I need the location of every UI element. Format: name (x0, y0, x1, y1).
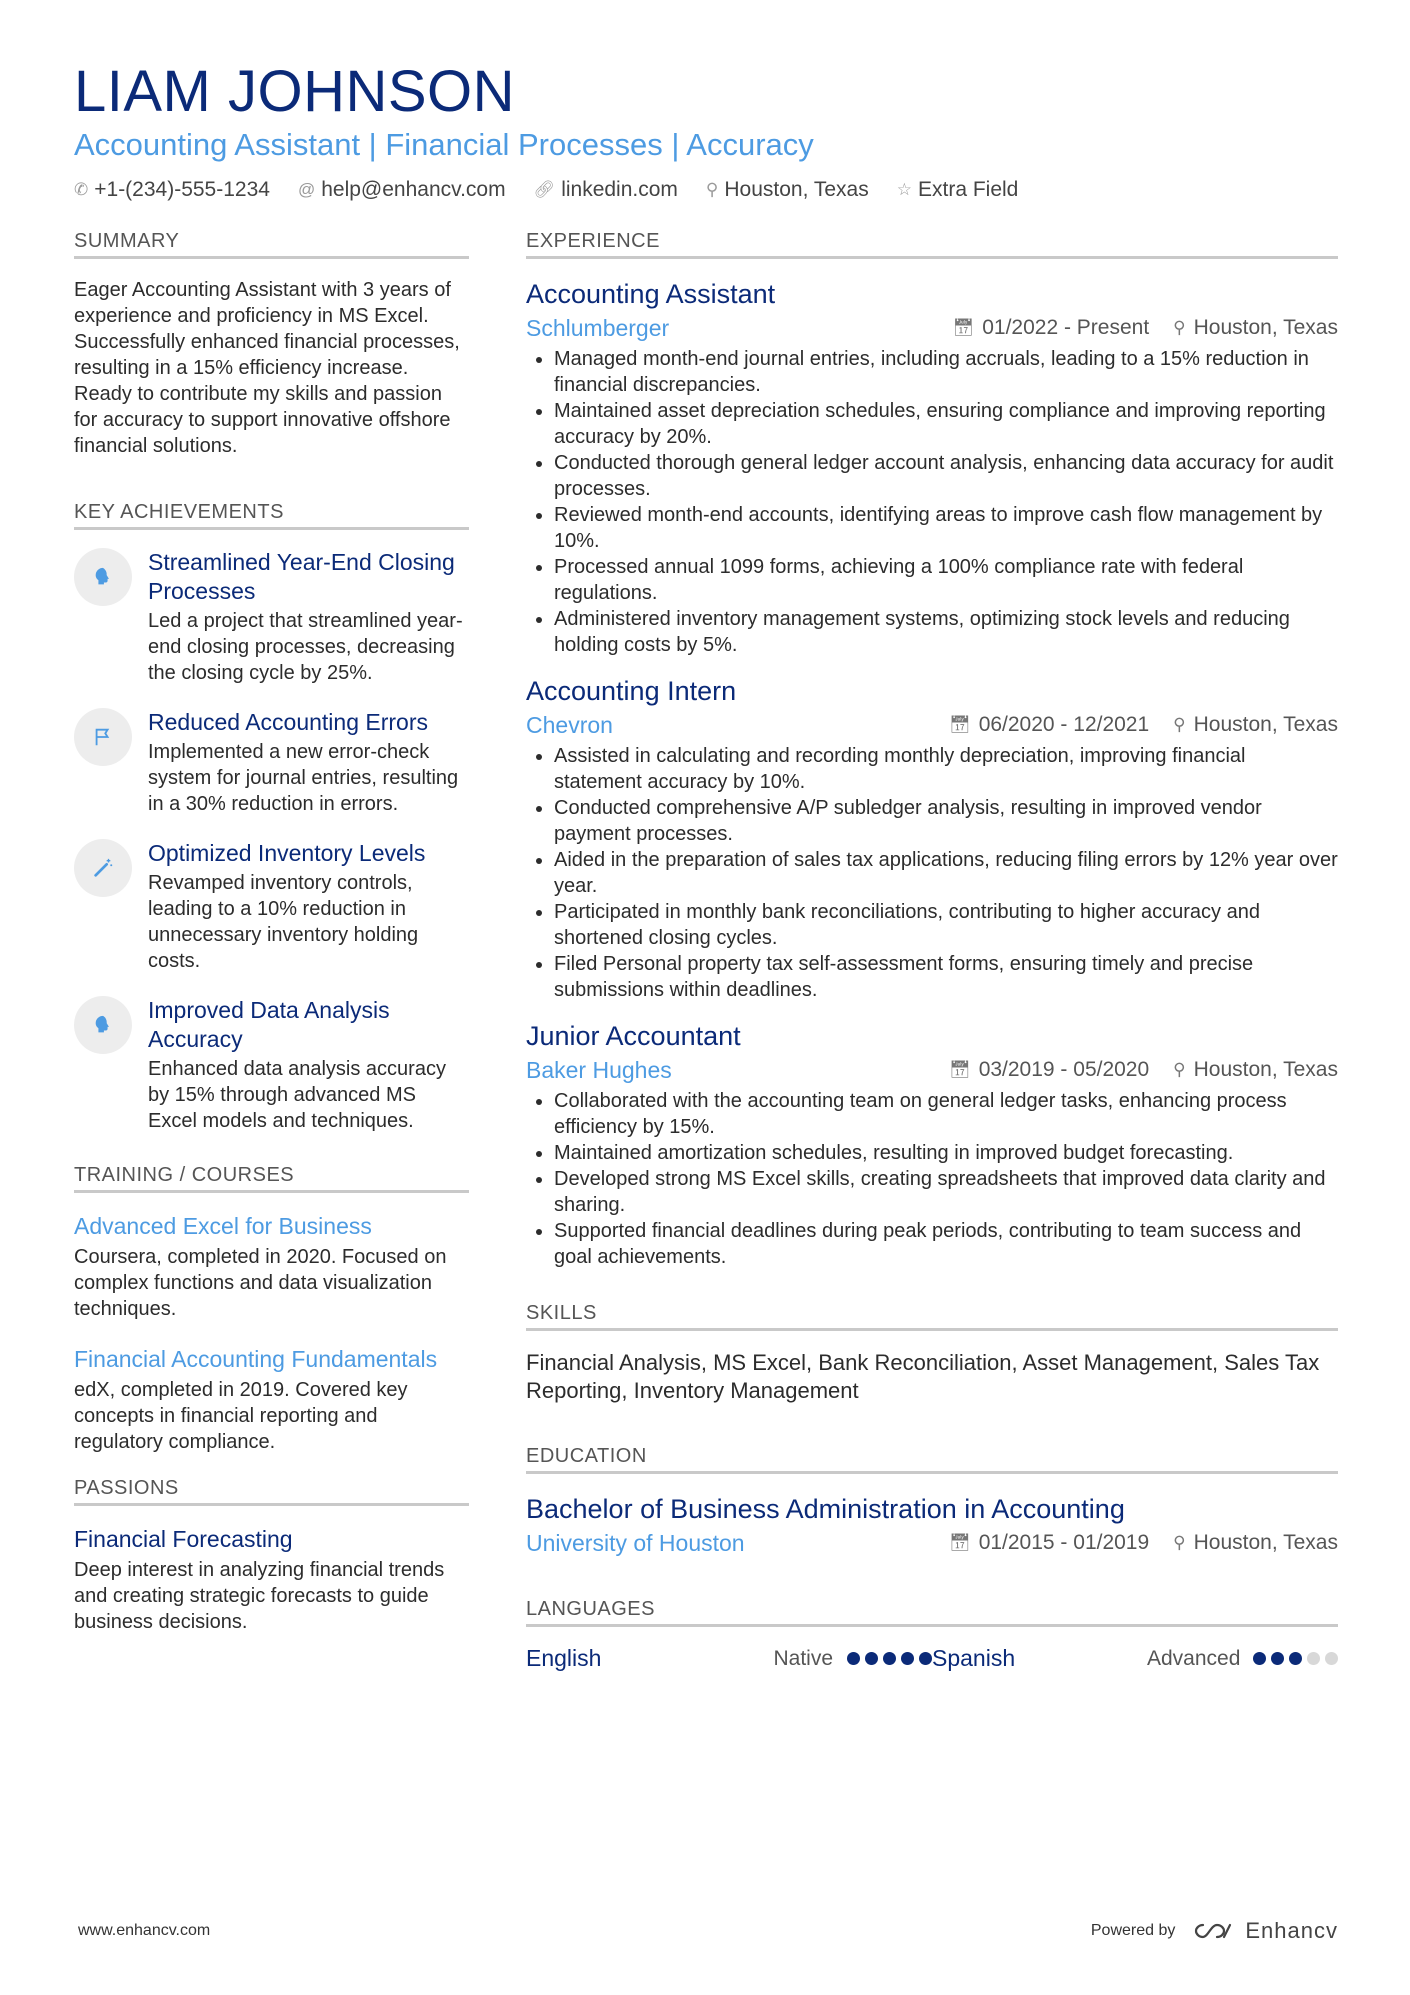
candidate-name: LIAM JOHNSON (74, 59, 516, 124)
job-bullet: • Collaborated with the accounting team on general ledger tasks, enhancing process efficiency by 15%. (554, 1088, 1338, 1140)
job-bullet: • Maintained asset depreciation schedules, ensuring compliance and improving reporting accuracy by 20%. (554, 398, 1338, 450)
location-icon: ⚲ (1173, 318, 1186, 337)
powered-by (1091, 1918, 1338, 1944)
wand-icon (74, 839, 132, 897)
course-desc: Coursera, completed in 2020. Focused on complex functions and data visualization techniques. (74, 1246, 447, 1320)
achievement-desc: Led a project that streamlined year-end closing processes, decreasing the closing cycle by 25%. (148, 610, 463, 684)
passion-title: Financial Forecasting (74, 1526, 293, 1552)
brain-icon (74, 996, 132, 1054)
achievement-desc: Revamped inventory controls, leading to a 10% reduction in unnecessary inventory holding costs. (148, 872, 419, 972)
job-title: Accounting Intern (526, 676, 737, 706)
candidate-headline: Accounting Assistant | Financial Processes | Accuracy (74, 127, 814, 162)
footer-website-link[interactable]: www.enhancv.com (78, 1922, 211, 1939)
job-bullet: • Aided in the preparation of sales tax applications, reducing filing errors by 12% year over year. (554, 847, 1338, 899)
passions-title: PASSIONS (74, 1477, 469, 1506)
summary-title: SUMMARY (74, 230, 469, 259)
training-section (74, 1164, 469, 1455)
job-dates: 03/2019 - 05/2020 (978, 1058, 1150, 1081)
job-meta (526, 1055, 1338, 1085)
job-entry (526, 674, 1338, 1003)
powered-by-label: Powered by (1090, 1922, 1176, 1939)
experience-section (526, 230, 1338, 1270)
at-icon: @ (297, 180, 316, 199)
rating-dot-empty (1325, 1652, 1338, 1665)
language-name: Spanish (932, 1645, 1016, 1671)
language-level: Native (773, 1646, 833, 1670)
achievement-item (74, 996, 469, 1134)
skills-list: Financial Analysis, MS Excel, Bank Reconciliation, Asset Management, Sales Tax Reporting, Inventory Management (526, 1350, 1320, 1403)
contact-bar (74, 178, 1338, 202)
passion-desc: Deep interest in analyzing financial trends and creating strategic forecasts to guide business decisions. (74, 1559, 445, 1633)
calendar-icon: 📅︎ (949, 1060, 971, 1079)
contact-extra-field: ☆ Extra Field (896, 178, 1019, 201)
achievement-title: Optimized Inventory Levels (148, 840, 426, 866)
job-dates: 01/2022 - Present (982, 316, 1150, 339)
calendar-icon: 📅︎ (949, 715, 971, 734)
languages-section (526, 1598, 1338, 1672)
course-title: Financial Accounting Fundamentals (74, 1346, 438, 1372)
contact-location: ⚲ Houston, Texas (705, 178, 869, 201)
course-item (74, 1344, 469, 1455)
job-bullet: • Conducted thorough general ledger account analysis, enhancing data accuracy for audit processes. (554, 450, 1338, 502)
job-bullets (526, 346, 1338, 658)
achievement-desc: Implemented a new error-check system for journal entries, resulting in a 30% reduction in errors. (148, 741, 459, 815)
language-rating (1253, 1652, 1338, 1665)
languages-row (526, 1645, 1338, 1672)
rating-dot-filled (919, 1652, 932, 1665)
brand-name: Enhancv (1245, 1918, 1338, 1943)
job-bullet: • Supported financial deadlines during peak periods, contributing to team success and goal achievements. (554, 1218, 1338, 1270)
job-location: Houston, Texas (1193, 316, 1338, 339)
job-bullet: • Maintained amortization schedules, resulting in improved budget forecasting. (554, 1140, 1338, 1166)
location-icon: ⚲ (705, 180, 719, 199)
skills-section (526, 1302, 1338, 1405)
job-bullet: • Processed annual 1099 forms, achieving a 100% compliance rate with federal regulations. (554, 554, 1338, 606)
achievement-item (74, 708, 469, 817)
job-title: Junior Accountant (526, 1021, 741, 1051)
job-bullet: • Filed Personal property tax self-assessment forms, ensuring timely and precise submissions within deadlines. (554, 951, 1338, 1003)
job-bullet: • Reviewed month-end accounts, identifying areas to improve cash flow management by 10%. (554, 502, 1338, 554)
link-icon: 🔗︎ (533, 180, 556, 199)
education-dates: 01/2015 - 01/2019 (978, 1531, 1150, 1554)
brand-logo[interactable] (1191, 1918, 1338, 1944)
rating-dot-filled (865, 1652, 878, 1665)
contact-email[interactable]: @ help@enhancv.com (297, 178, 506, 201)
location-icon: ⚲ (1173, 1060, 1186, 1079)
job-bullet: • Managed month-end journal entries, including accruals, leading to a 15% reduction in financial discrepancies. (554, 346, 1338, 398)
achievement-title: Improved Data Analysis Accuracy (148, 997, 390, 1052)
contact-phone[interactable]: ✆ +1-(234)-555-1234 (74, 178, 270, 201)
phone-icon: ✆ (74, 180, 89, 199)
education-section (526, 1445, 1338, 1558)
job-company: Chevron (526, 712, 613, 738)
job-bullets (526, 743, 1338, 1003)
rating-dot-filled (883, 1652, 896, 1665)
left-column (74, 230, 469, 1712)
job-bullet: • Developed strong MS Excel skills, creating spreadsheets that improved data clarity and sharing. (554, 1166, 1338, 1218)
job-bullet: • Participated in monthly bank reconciliations, contributing to higher accuracy and shortened closing cycles. (554, 899, 1338, 951)
rating-dot-empty (1307, 1652, 1320, 1665)
job-title: Accounting Assistant (526, 279, 776, 309)
job-bullet: • Administered inventory management systems, optimizing stock levels and reducing holding costs by 5%. (554, 606, 1338, 658)
brand-infinity-icon (1191, 1919, 1237, 1943)
course-title: Advanced Excel for Business (74, 1213, 372, 1239)
summary-section (74, 230, 469, 459)
rating-dot-filled (1253, 1652, 1266, 1665)
resume-columns (74, 230, 1338, 1712)
rating-dot-filled (1289, 1652, 1302, 1665)
calendar-icon: 📅︎ (949, 1533, 971, 1552)
flag-icon (74, 708, 132, 766)
achievements-title: KEY ACHIEVEMENTS (74, 501, 469, 530)
achievement-item (74, 548, 469, 686)
education-location: Houston, Texas (1193, 1531, 1338, 1554)
rating-dot-filled (847, 1652, 860, 1665)
job-bullets (526, 1088, 1338, 1270)
job-meta (526, 313, 1338, 343)
experience-title: EXPERIENCE (526, 230, 1338, 259)
location-icon: ⚲ (1173, 1533, 1186, 1552)
language-item (526, 1645, 932, 1672)
star-icon: ☆ (896, 180, 912, 199)
job-company: Baker Hughes (526, 1057, 672, 1083)
course-item (74, 1211, 469, 1322)
degree-title: Bachelor of Business Administration in Accounting (526, 1494, 1125, 1524)
achievement-title: Streamlined Year-End Closing Processes (148, 549, 455, 604)
resume-header (74, 60, 1338, 202)
achievements-section (74, 501, 469, 1134)
job-bullet: • Assisted in calculating and recording monthly depreciation, improving financial statement accuracy by 10%. (554, 743, 1338, 795)
location-icon: ⚲ (1173, 715, 1186, 734)
job-meta (526, 710, 1338, 740)
language-item (932, 1645, 1338, 1672)
job-dates: 06/2020 - 12/2021 (978, 713, 1150, 736)
rating-dot-filled (901, 1652, 914, 1665)
languages-title: LANGUAGES (526, 1598, 1338, 1627)
language-name: English (526, 1645, 602, 1671)
skills-title: SKILLS (526, 1302, 1338, 1331)
achievement-item (74, 839, 469, 974)
contact-linkedin[interactable]: 🔗︎ linkedin.com (533, 178, 678, 201)
job-entry (526, 277, 1338, 658)
job-entry (526, 1019, 1338, 1270)
job-location: Houston, Texas (1193, 713, 1338, 736)
job-bullet: • Conducted comprehensive A/P subledger analysis, resulting in improved vendor payment processes. (554, 795, 1338, 847)
page-footer (78, 1918, 1338, 1944)
achievement-title: Reduced Accounting Errors (148, 709, 428, 735)
school-name: University of Houston (526, 1530, 745, 1556)
achievement-desc: Enhanced data analysis accuracy by 15% through advanced MS Excel models and techniques. (148, 1058, 446, 1132)
training-title: TRAINING / COURSES (74, 1164, 469, 1193)
calendar-icon: 📅︎ (952, 318, 975, 337)
education-meta (526, 1528, 1338, 1558)
language-rating (847, 1652, 932, 1665)
right-column (526, 230, 1338, 1712)
education-title: EDUCATION (526, 1445, 1338, 1474)
passions-section (74, 1477, 469, 1635)
language-level: Advanced (1147, 1646, 1241, 1670)
job-company: Schlumberger (526, 315, 670, 341)
summary-text: Eager Accounting Assistant with 3 years of experience and proficiency in MS Excel. Successfully enhanced financial processes, resulting in a 15% efficiency increase. Ready to contribute my skills and passion for accuracy to support innovative offshore financial solutions. (74, 279, 460, 457)
brain-icon (74, 548, 132, 606)
rating-dot-filled (1271, 1652, 1284, 1665)
course-desc: edX, completed in 2019. Covered key concepts in financial reporting and regulatory compliance. (74, 1379, 408, 1453)
job-location: Houston, Texas (1193, 1058, 1338, 1081)
